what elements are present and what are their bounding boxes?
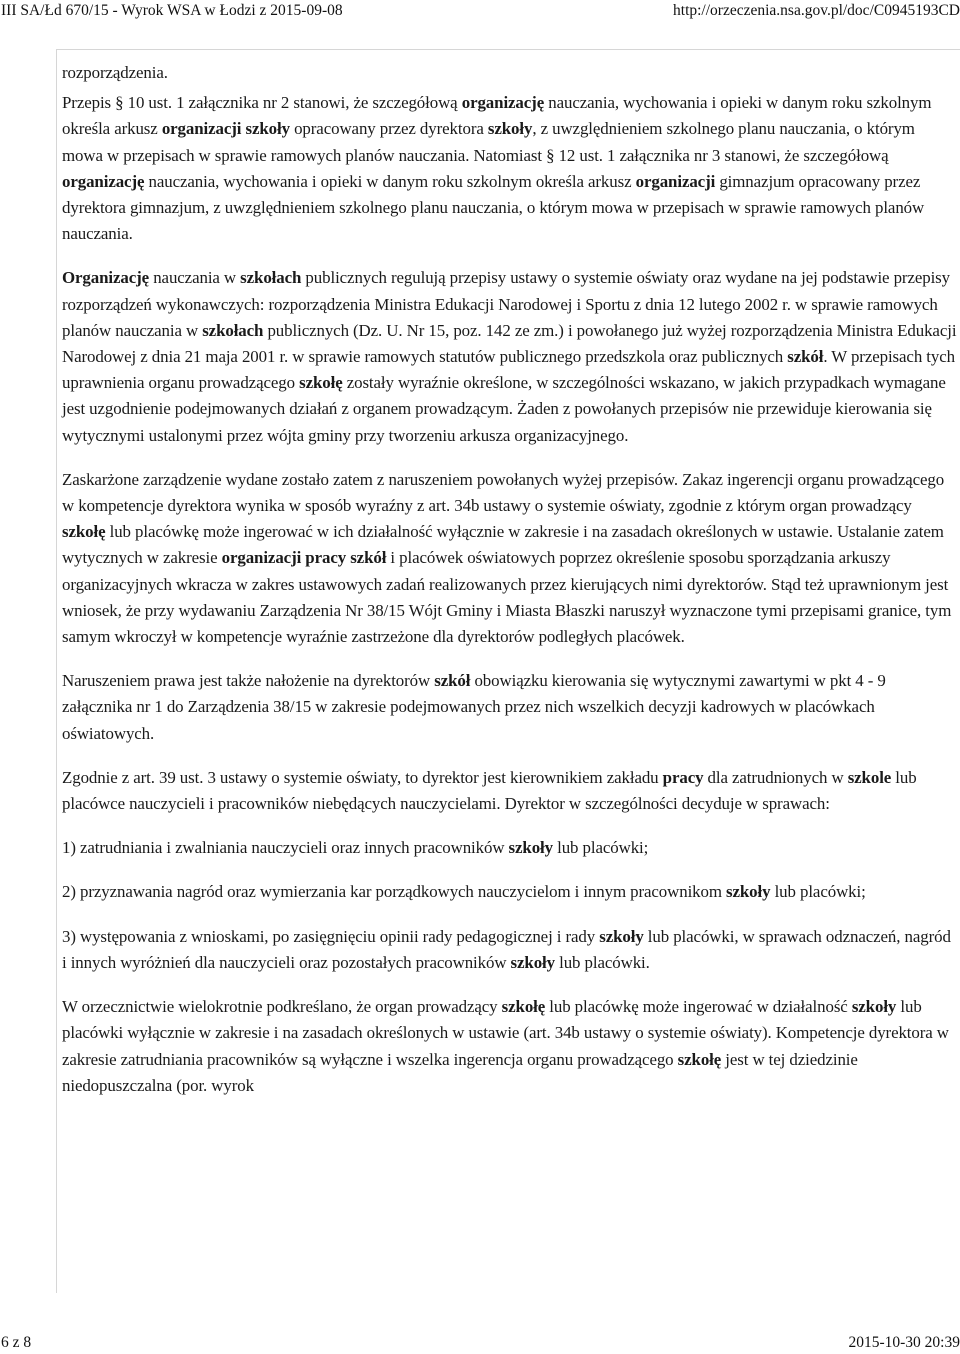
text-run: dla zatrudnionych w <box>703 767 848 787</box>
text-run: Zgodnie z art. 39 ust. 3 ustawy o systemie oświaty, to dyrektor jest kierownikiem zakładu <box>62 767 663 787</box>
bold-keyword: organizację <box>461 93 545 113</box>
print-footer <box>0 1332 960 1354</box>
text-run: lub placówki. <box>555 952 650 972</box>
bold-keyword: szkołę <box>62 522 106 542</box>
bold-keyword: organizacji szkoły <box>161 119 290 139</box>
text-run: publicznych (Dz. U. Nr 15, poz. 142 ze zm.) i powołanego już wyżej rozporządzenia Ministra Edukacji Narodowej z dnia 21 maja 2001 r. w sprawie ramowych statutów publicznego przedszkola oraz publicznych <box>62 320 957 367</box>
print-header <box>0 0 960 22</box>
text-run: 3) występowania z wnioskami, po zasięgnięciu opinii rady pedagogicznej i rady <box>62 926 600 946</box>
text-run: nauczania w <box>149 268 241 288</box>
bold-keyword: szkoły <box>599 926 644 946</box>
paragraph <box>62 835 958 861</box>
footer-timestamp: 2015-10-30 20:39 <box>848 1334 960 1351</box>
text-run: nauczania, wychowania i opieki w danym roku szkolnym określa arkusz <box>144 171 636 191</box>
text-run: W orzecznictwie wielokrotnie podkreślano, że organ prowadzący <box>62 997 502 1017</box>
paragraph <box>62 924 958 976</box>
text-run: obowiązku kierowania się wytycznymi zawartymi w pkt 4 - 9 załącznika nr 1 do Zarządzenia 38/15 w zakresie podejmowanych przez nich wszelkich decyzji kadrowych w placówkach oświatowych. <box>62 671 886 743</box>
bold-keyword: szkole <box>847 767 892 787</box>
bold-keyword: szkoły <box>508 838 553 858</box>
paragraph <box>62 994 958 1099</box>
text-run: lub placówki; <box>770 882 866 902</box>
text-run: , z uwzględnieniem szkolnego planu nauczania, o którym mowa w przepisach w sprawie ramowych planów nauczania. Natomiast § 12 ust. 1 załącznika nr 3 stanowi, że szczegółową <box>62 119 915 165</box>
bold-keyword: szkół <box>434 671 471 691</box>
paragraph <box>62 879 958 905</box>
text-run: opracowany przez dyrektora <box>289 119 488 139</box>
bold-keyword: szkoły <box>726 882 771 902</box>
text-run: Zaskarżone zarządzenie wydane zostało zatem z naruszeniem powołanych wyżej przepisów. Zakaz ingerencji organu prowadzącego w kompetencje dyrektora wynika w sposób wyraźny z art. 34b ustawy o systemie oświaty, zgodnie z którym organ prowadzący <box>62 469 945 516</box>
bold-keyword: szkołach <box>202 320 264 340</box>
paragraph <box>62 90 958 247</box>
text-run: 1) zatrudniania i zwalniania nauczycieli oraz innych pracowników <box>62 838 509 858</box>
footer-page-number: 6 z 8 <box>1 1334 32 1351</box>
paragraph <box>62 765 958 817</box>
bold-keyword: szkół <box>787 347 824 367</box>
text-run: . W przepisach tych uprawnienia organu prowadzącego <box>62 347 955 393</box>
bold-keyword: organizacji <box>635 171 716 191</box>
text-run: 2) przyznawania nagród oraz wymierzania kar porządkowych nauczycielom i innym pracownikom <box>62 882 727 902</box>
bold-keyword: szkołę <box>299 373 343 393</box>
document-body <box>62 60 958 1117</box>
bold-keyword: szkoły <box>851 997 897 1017</box>
text-run: zostały wyraźnie określone, w szczególności wskazano, w jakich przypadkach wymagane jest uzgodnienie podejmowanych działań z organem prowadzącym. Żaden z powołanych przepisów nie przewiduje kierowania się wytycznymi ustalonymi przez wójta gminy przy tworzeniu arkusza organizacyjnego. <box>62 373 946 445</box>
text-run: lub placówki, w sprawach odznaczeń, nagród i innych wyróżnień dla nauczycieli oraz pozostałych pracowników <box>62 926 951 972</box>
bold-keyword: szkołę <box>501 997 546 1017</box>
bold-keyword: szkołach <box>240 268 302 288</box>
text-run: nauczania, wychowania i opieki w danym roku szkolnym określa arkusz <box>62 93 932 139</box>
bold-keyword: szkoły <box>510 952 555 972</box>
text-run: publicznych regulują przepisy ustawy o systemie oświaty oraz wydane na jej podstawie przepisy rozporządzeń wykonawczych: rozporządzenia Ministra Edukacji Narodowej i Sportu z dnia 12 lutego 2002 r. w sprawie ramowych planów nauczania w <box>62 268 950 340</box>
text-run: Naruszeniem prawa jest także nałożenie na dyrektorów <box>62 671 435 691</box>
text-run: Przepis § 10 ust. 1 załącznika nr 2 stanowi, że szczegółową <box>62 93 462 113</box>
bold-keyword: szkoły <box>487 119 533 139</box>
text-run: jest w tej dziedzinie niedopuszczalna (por. wyrok <box>62 1049 858 1095</box>
text-run: lub placówki; <box>553 838 649 858</box>
paragraph <box>62 467 958 650</box>
paragraph <box>62 668 958 747</box>
text-run: rozporządzenia. <box>62 63 168 82</box>
text-run: i placówek oświatowych poprzez określenie sposobu sporządzania arkuszy organizacyjnych wkracza w zakres ustawowych zadań realizowanych przez kierujących nimi dyrektorów. Stąd też uprawnionym jest wniosek, że przy wydawaniu Zarządzenia Nr 38/15 Wójt Gminy i Miasta Błaszki naruszył wyznaczone tymi przepisami granice, tym samym wkroczył w kompetencje wyraźnie zastrzeżone dla dyrektorów podległych placówek. <box>62 548 952 647</box>
bold-keyword: szkołę <box>677 1049 722 1069</box>
bold-keyword: organizacji pracy szkół <box>221 548 387 568</box>
header-case-title: III SA/Łd 670/15 - Wyrok WSA w Łodzi z 2015-09-08 <box>1 2 343 19</box>
text-run: gimnazjum opracowany przez dyrektora gimnazjum, z uwzględnieniem szkolnego planu nauczania, o którym mowa w przepisach w sprawie ramowych planów nauczania. <box>62 171 925 244</box>
bold-keyword: Organizację <box>62 268 150 288</box>
header-url: http://orzeczenia.nsa.gov.pl/doc/C0945193CD <box>673 2 960 19</box>
text-run: lub placówkę może ingerować w ich działalność wyłącznie w zakresie i na zasadach określonych w ustawie. Ustalanie zatem wytycznych w zakresie <box>62 522 944 568</box>
paragraph <box>62 60 958 86</box>
text-run: lub placówce nauczycieli i pracowników niebędących nauczycielami. Dyrektor w szczególności decyduje w sprawach: <box>62 767 917 814</box>
text-run: lub placówkę może ingerować w działalność <box>545 997 852 1017</box>
bold-keyword: organizację <box>62 171 145 191</box>
bold-keyword: pracy <box>662 767 704 787</box>
paragraph <box>62 265 958 448</box>
text-run: lub placówki wyłącznie w zakresie i na zasadach określonych w ustawie (art. 34b ustawy o systemie oświaty). Kompetencje dyrektora w zakresie zatrudniania pracowników są wyłączne i wszelka ingerencja organu prowadzącego <box>62 997 949 1069</box>
